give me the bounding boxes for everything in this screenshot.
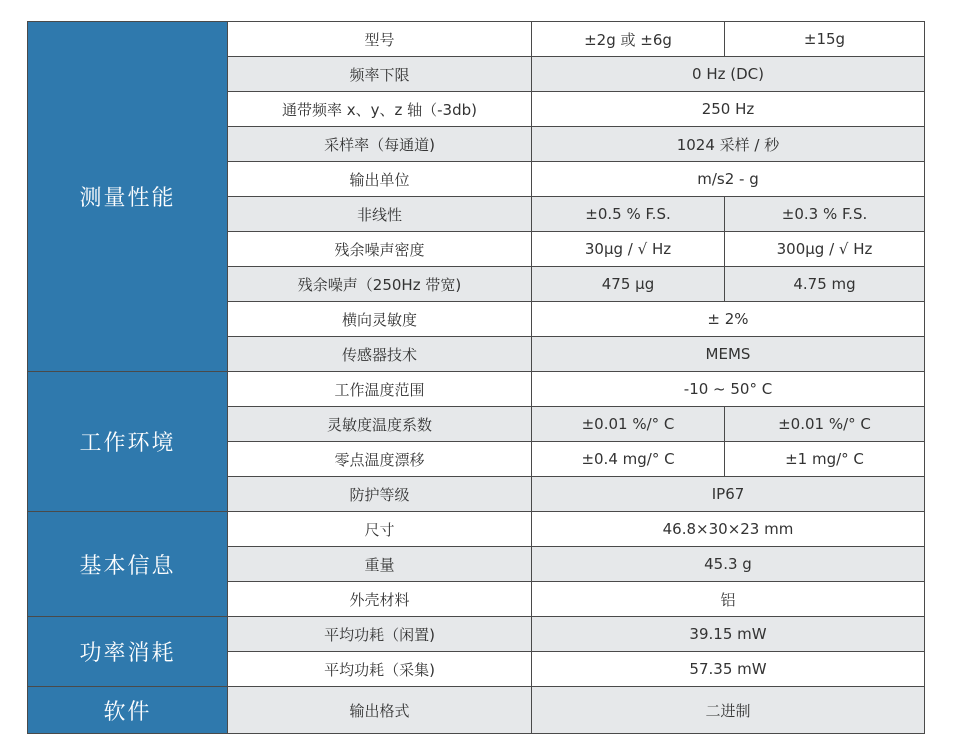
row-label: 通带频率 x、y、z 轴（-3db)	[228, 92, 532, 127]
row-label: 非线性	[228, 197, 532, 232]
row-label: 尺寸	[228, 512, 532, 547]
row-label: 残余噪声密度	[228, 232, 532, 267]
row-label: 输出格式	[228, 687, 532, 734]
row-value: ±0.5 % F.S.	[532, 197, 725, 232]
row-label: 外壳材料	[228, 582, 532, 617]
row-value: ±0.01 %/° C	[532, 407, 725, 442]
table-row	[28, 687, 925, 734]
row-value: ±0.3 % F.S.	[725, 197, 925, 232]
row-value: IP67	[532, 477, 925, 512]
section-title: 软件	[28, 687, 228, 734]
row-value: ±0.01 %/° C	[725, 407, 925, 442]
row-value: 1024 采样 / 秒	[532, 127, 925, 162]
row-label: 频率下限	[228, 57, 532, 92]
row-value: 57.35 mW	[532, 652, 925, 687]
row-label: 灵敏度温度系数	[228, 407, 532, 442]
row-value: 0 Hz (DC)	[532, 57, 925, 92]
row-label: 防护等级	[228, 477, 532, 512]
row-value: ±1 mg/° C	[725, 442, 925, 477]
section-title: 测量性能	[28, 22, 228, 372]
row-label: 平均功耗（采集)	[228, 652, 532, 687]
row-value: 30μg / √ Hz	[532, 232, 725, 267]
row-value: 45.3 g	[532, 547, 925, 582]
row-value: 铝	[532, 582, 925, 617]
table-row	[28, 617, 925, 652]
row-value: 二进制	[532, 687, 925, 734]
row-value: ±15g	[725, 22, 925, 57]
row-value: 475 μg	[532, 267, 725, 302]
row-value: 250 Hz	[532, 92, 925, 127]
row-label: 重量	[228, 547, 532, 582]
spec-table	[27, 21, 925, 734]
row-label: 采样率（每通道)	[228, 127, 532, 162]
row-value: m/s2 - g	[532, 162, 925, 197]
row-value: ±2g 或 ±6g	[532, 22, 725, 57]
row-label: 横向灵敏度	[228, 302, 532, 337]
row-value: -10 ~ 50° C	[532, 372, 925, 407]
table-row	[28, 372, 925, 407]
section-title: 功率消耗	[28, 617, 228, 687]
section-title: 基本信息	[28, 512, 228, 617]
row-label: 平均功耗（闲置)	[228, 617, 532, 652]
row-label: 工作温度范围	[228, 372, 532, 407]
row-label: 输出单位	[228, 162, 532, 197]
section-title: 工作环境	[28, 372, 228, 512]
row-label: 残余噪声（250Hz 带宽)	[228, 267, 532, 302]
row-label: 型号	[228, 22, 532, 57]
row-value: 4.75 mg	[725, 267, 925, 302]
row-value: 46.8×30×23 mm	[532, 512, 925, 547]
row-value: MEMS	[532, 337, 925, 372]
row-value: 300μg / √ Hz	[725, 232, 925, 267]
row-value: ±0.4 mg/° C	[532, 442, 725, 477]
table-row	[28, 22, 925, 57]
row-label: 传感器技术	[228, 337, 532, 372]
row-value: ± 2%	[532, 302, 925, 337]
table-row	[28, 512, 925, 547]
row-label: 零点温度漂移	[228, 442, 532, 477]
row-value: 39.15 mW	[532, 617, 925, 652]
